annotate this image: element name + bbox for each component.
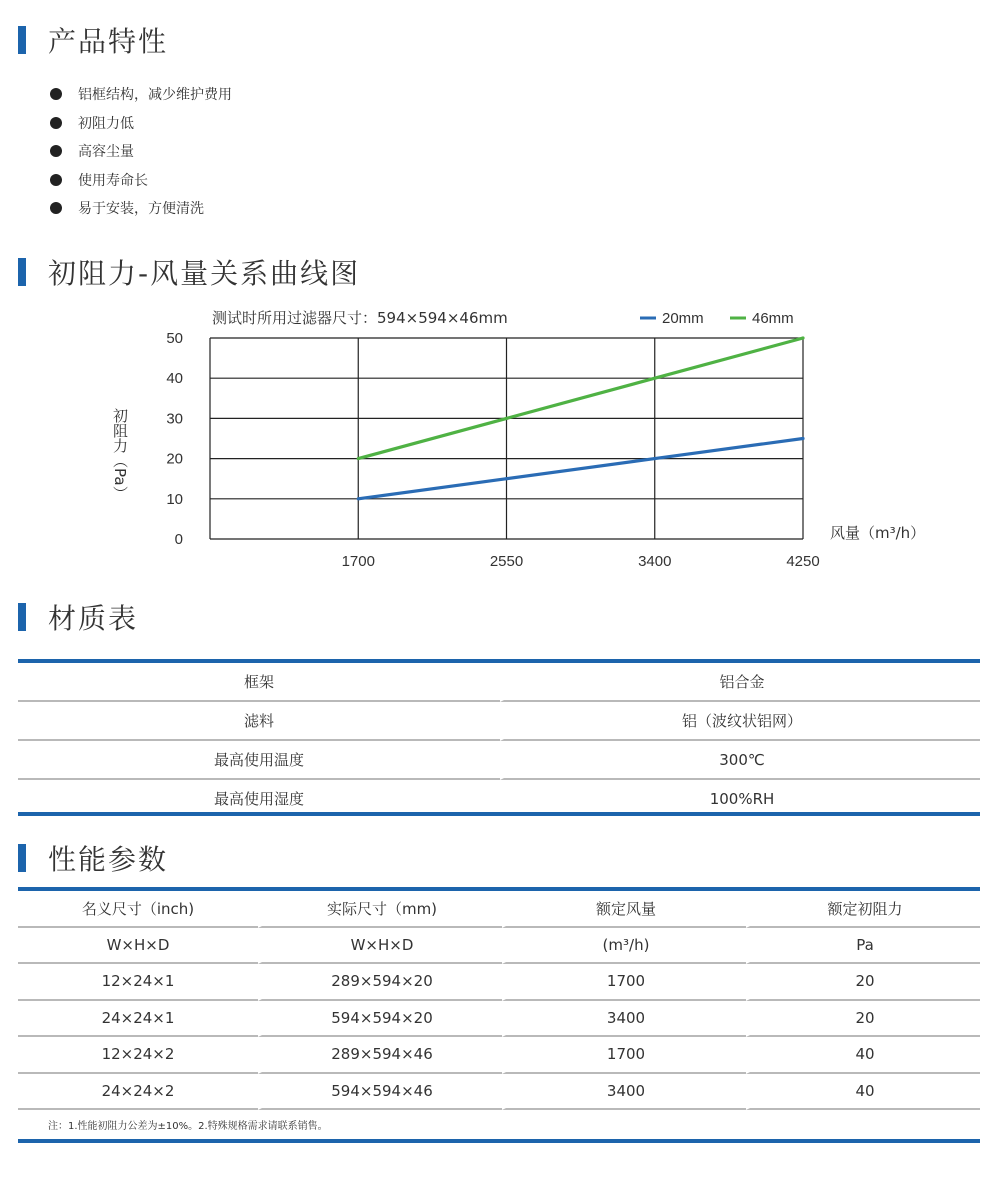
table-cell: 铝合金 xyxy=(500,663,980,702)
column-header: 名义尺寸（inch) xyxy=(18,891,258,928)
section-title: 产品特性 xyxy=(48,25,169,58)
table-cell: 20 xyxy=(746,964,980,1001)
section-title: 材质表 xyxy=(48,602,139,635)
table-row xyxy=(18,1037,980,1074)
feature-item: 初阻力低 xyxy=(50,109,232,138)
table-cell: 框架 xyxy=(18,663,500,702)
table-row xyxy=(18,1001,980,1038)
data-point-46mm xyxy=(653,377,656,380)
table-cell: 12×24×2 xyxy=(18,1037,258,1074)
material-table xyxy=(18,663,980,817)
table-row xyxy=(18,702,980,741)
bullet-icon xyxy=(50,145,62,157)
y-tick-label: 20 xyxy=(166,450,183,468)
table-cell: 289×594×46 xyxy=(258,1037,502,1074)
legend-label: 46mm xyxy=(752,310,794,327)
column-header: 额定初阻力 xyxy=(746,891,980,928)
table-row xyxy=(18,964,980,1001)
bullet-icon xyxy=(50,88,62,100)
table-cell: 300℃ xyxy=(500,741,980,780)
bullet-icon xyxy=(50,202,62,214)
table-cell: 24×24×2 xyxy=(18,1074,258,1111)
y-tick-label: 40 xyxy=(166,370,183,388)
bullet-icon xyxy=(50,174,62,186)
data-point-20mm xyxy=(505,477,508,480)
table-cell: 24×24×1 xyxy=(18,1001,258,1038)
section-marker xyxy=(18,603,26,631)
data-point-46mm xyxy=(505,417,508,420)
table-header-row xyxy=(18,891,980,928)
x-tick-label: 1700 xyxy=(341,553,375,570)
feature-item: 使用寿命长 xyxy=(50,166,232,195)
data-point-20mm xyxy=(801,437,804,440)
table-row xyxy=(18,1074,980,1111)
table-cell: 12×24×1 xyxy=(18,964,258,1001)
feature-item: 高容尘量 xyxy=(50,137,232,166)
section-title: 性能参数 xyxy=(48,843,169,876)
y-tick-label: 0 xyxy=(174,531,183,548)
table-row xyxy=(18,663,980,702)
table-cell: 100%RH xyxy=(500,780,980,817)
table-cell: 289×594×20 xyxy=(258,964,502,1001)
table-cell: 3400 xyxy=(502,1074,746,1111)
x-axis-label: 风量（m³/h） xyxy=(830,524,926,542)
section-marker xyxy=(18,26,26,54)
table-cell: 最高使用湿度 xyxy=(213,790,304,808)
table-bottom-rule xyxy=(18,812,980,816)
unit-cell: Pa xyxy=(746,928,980,965)
x-tick-label: 3400 xyxy=(638,553,672,570)
table-cell: 1700 xyxy=(502,1037,746,1074)
section-chart-header xyxy=(18,252,360,292)
x-tick-label: 2550 xyxy=(489,553,524,570)
unit-cell: W×H×D xyxy=(258,928,502,965)
table-cell: 594×594×46 xyxy=(258,1074,502,1111)
table-row xyxy=(18,741,980,780)
y-tick-label: 50 xyxy=(166,330,183,347)
unit-cell: (m³/h) xyxy=(502,928,746,965)
data-point-46mm xyxy=(801,336,804,339)
legend-label: 20mm xyxy=(662,310,704,327)
series-line-20mm xyxy=(358,439,803,499)
unit-cell: W×H×D xyxy=(18,928,258,965)
chart-title: 测试时所用过滤器尺寸：594×594×46mm xyxy=(212,309,508,327)
x-tick-label: 4250 xyxy=(786,553,820,570)
table-bottom-rule xyxy=(18,1139,980,1143)
y-axis-label: 初阻力（Pa） xyxy=(111,408,129,501)
data-point-46mm xyxy=(357,457,360,460)
table-cell: 最高使用温度 xyxy=(18,741,500,780)
table-units-row xyxy=(18,928,980,965)
table-cell: 40 xyxy=(746,1037,980,1074)
section-material-header xyxy=(18,597,138,637)
column-header: 实际尺寸（mm) xyxy=(258,891,502,928)
feature-list xyxy=(50,80,232,223)
section-title: 初阻力-风量关系曲线图 xyxy=(48,257,361,290)
feature-item: 易于安装，方便清洗 xyxy=(50,194,232,223)
data-point-20mm xyxy=(653,457,656,460)
table-cell: 594×594×20 xyxy=(258,1001,502,1038)
table-cell: 铝（波纹状铝网） xyxy=(500,702,980,741)
table-footnote: 注：1.性能初阻力公差为±10%。2.特殊规格需求请联系销售。 xyxy=(48,1121,328,1132)
section-performance-header xyxy=(18,838,168,878)
resistance-airflow-chart xyxy=(0,290,1000,580)
y-tick-label: 30 xyxy=(166,410,183,428)
table-cell: 1700 xyxy=(502,964,746,1001)
data-point-20mm xyxy=(357,497,360,500)
performance-table xyxy=(18,891,980,1110)
table-cell: 40 xyxy=(746,1074,980,1111)
table-cell: 滤料 xyxy=(18,702,500,741)
section-marker xyxy=(18,258,26,286)
column-header: 额定风量 xyxy=(502,891,746,928)
bullet-icon xyxy=(50,117,62,129)
section-features-header xyxy=(18,20,168,60)
y-tick-label: 10 xyxy=(166,490,183,508)
table-cell: 3400 xyxy=(502,1001,746,1038)
feature-item: 铝框结构，减少维护费用 xyxy=(50,80,232,109)
table-cell: 20 xyxy=(746,1001,980,1038)
section-marker xyxy=(18,844,26,872)
series-line-46mm xyxy=(358,338,803,459)
